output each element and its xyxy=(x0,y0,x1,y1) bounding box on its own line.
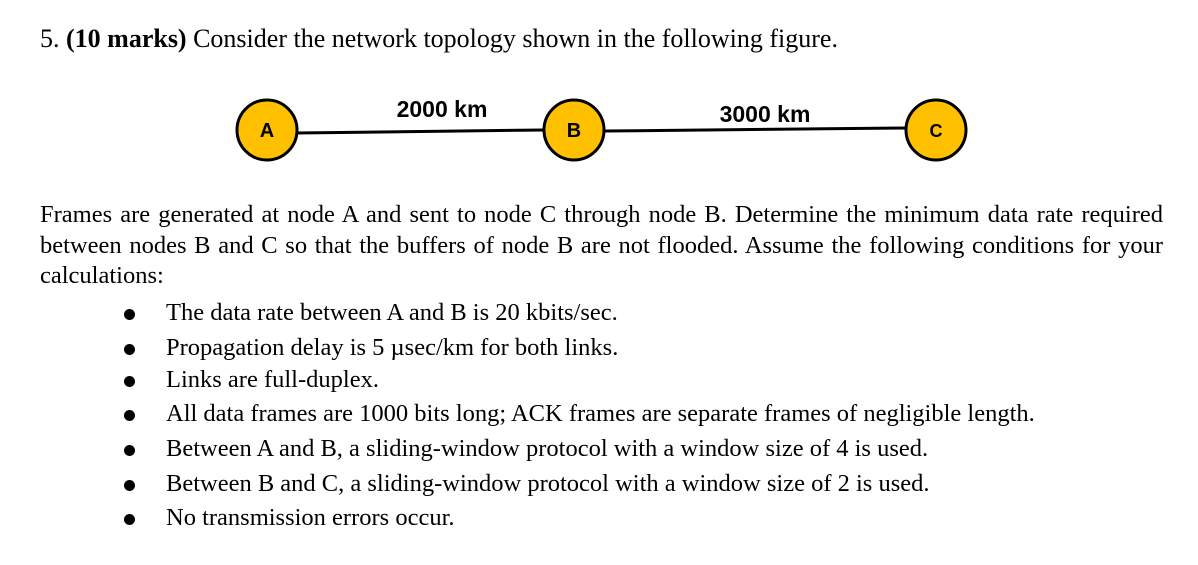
condition-item: Between A and B, a sliding-window protocol with a window size of 4 is used. xyxy=(166,435,929,462)
link-a-b-label: 2000 km xyxy=(396,96,488,122)
network-topology-figure xyxy=(0,0,1198,200)
node-c xyxy=(906,100,966,160)
bullet-dot xyxy=(124,344,135,355)
node-b-label: B xyxy=(566,120,582,142)
node-c-label: C xyxy=(929,121,943,141)
node-b xyxy=(544,100,604,160)
condition-item: All data frames are 1000 bits long; ACK frames are separate frames of negligible length. xyxy=(166,400,1035,427)
bullet-dot xyxy=(124,445,135,456)
bullet-dot xyxy=(124,514,135,525)
node-a xyxy=(237,100,297,160)
condition-item: Between B and C, a sliding-window protocol with a window size of 2 is used. xyxy=(166,470,930,497)
bullet-dot xyxy=(124,410,135,421)
link-b-c xyxy=(605,128,906,131)
bullet-dot xyxy=(124,309,135,320)
bullet-dot xyxy=(124,376,135,387)
question-marks: (10 marks) xyxy=(66,24,187,53)
node-a-label: A xyxy=(259,120,275,142)
condition-item: The data rate between A and B is 20 kbits/sec. xyxy=(166,299,618,326)
problem-description: Frames are generated at node A and sent to node C through node B. Determine the minimum data rate required between nodes B and C so that the buffers of node B are not flooded. Assume the following conditions for your calculations: xyxy=(40,201,1163,289)
question-title: Consider the network topology shown in the following figure. xyxy=(193,24,838,53)
bullet-dot xyxy=(124,480,135,491)
link-a-b xyxy=(297,130,543,133)
question-number: 5. xyxy=(40,24,60,53)
condition-item: Propagation delay is 5 µsec/km for both links. xyxy=(166,334,619,361)
condition-item: Links are full-duplex. xyxy=(166,366,379,393)
link-b-c-label: 3000 km xyxy=(719,101,811,127)
condition-item: No transmission errors occur. xyxy=(166,504,455,531)
